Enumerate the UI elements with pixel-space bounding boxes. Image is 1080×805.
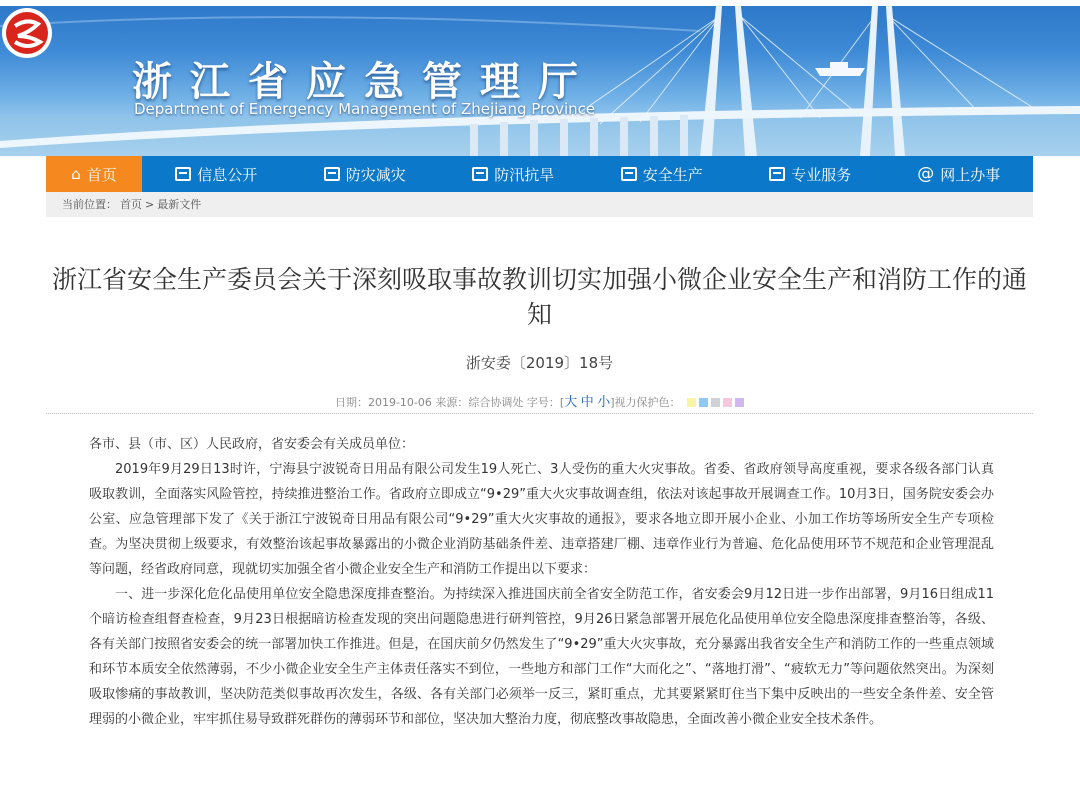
nav-label: 安全生产 [642, 165, 703, 184]
meta-source: 来源：综合协调处 [435, 396, 524, 409]
nav-item-professional-services[interactable] [736, 156, 885, 192]
list-icon [324, 167, 340, 181]
article-meta [46, 391, 1033, 410]
eye-color-blue-swatch[interactable] [699, 398, 708, 407]
nav-item-online-services[interactable] [885, 156, 1034, 192]
breadcrumb-separator: > [145, 198, 155, 211]
nav-item-disaster-prevention[interactable] [291, 156, 440, 192]
header-banner [0, 6, 1080, 156]
nav-item-home[interactable] [46, 156, 142, 192]
main-nav [46, 156, 1033, 192]
nav-label: 防汛抗旱 [494, 165, 555, 184]
home-icon: ⌂ [71, 165, 81, 183]
site-title: 浙江省应急管理厅 [132, 58, 596, 105]
font-size-small-button[interactable]: 小 [597, 395, 611, 410]
meta-divider [46, 413, 1033, 414]
article-body [89, 432, 994, 732]
meta-eye-label: 视力保护色： [614, 396, 681, 409]
nav-item-info-public[interactable] [142, 156, 291, 192]
breadcrumb-home-link[interactable]: 首页 [120, 198, 142, 211]
at-icon: @ [917, 164, 935, 184]
meta-date: 日期：2019-10-06 [334, 396, 432, 409]
meta-font-label: 字号：[ [526, 396, 565, 409]
eye-color-gray-swatch[interactable] [711, 398, 720, 407]
article-paragraph-1: 2019年9月29日13时许，宁海县宁波锐奇日用品有限公司发生19人死亡、3人受伤的重大火灾事故。省委、省政府领导高度重视，要求各级各部门认真吸取教训，全面落实风险管控，持续推进整治工作。省政府立即成立“9•29”重大火灾事故调查组，依法对该起事故开展调查工作。10月3日，国务院安委会办公室、应急管理部下发了《关于浙江宁波锐奇日用品有限公司“9•29”重大火灾事故的通报》，要求各地立即开展小企业、小加工作坊等场所安全生产专项检查。为坚决贯彻上级要求，有效整治该起事故暴露出的小微企业消防基础条件差、违章搭建厂棚、违章作业行为普遍、危化品使用环节不规范和企业管理混乱等问题，经省政府同意，现就切实加强全省小微企业安全生产和消防工作提出以下要求： [89, 462, 994, 577]
eye-color-pink-swatch[interactable] [723, 398, 732, 407]
nav-label: 防灾减灾 [345, 165, 406, 184]
breadcrumb-current[interactable]: 最新文件 [157, 198, 202, 211]
list-icon [621, 167, 637, 181]
meta-font-end: ] [610, 396, 615, 409]
emergency-logo-icon [0, 6, 54, 60]
document-number: 浙安委〔2019〕18号 [465, 354, 614, 372]
nav-item-flood-control[interactable] [439, 156, 588, 192]
article-title: 浙江省安全生产委员会关于深刻吸取事故教训切实加强小微企业安全生产和消防工作的通知 [51, 265, 1027, 329]
nav-item-work-safety[interactable] [588, 156, 737, 192]
list-icon [472, 167, 488, 181]
nav-label: 首页 [86, 165, 117, 184]
list-icon [769, 167, 785, 181]
eye-color-purple-swatch[interactable] [735, 398, 744, 407]
article-paragraph-2: 一、进一步深化危化品使用单位安全隐患深度排查整治。为持续深入推进国庆前全省安全防范工作，省安委会9月12日进一步作出部署，9月16日组成11个暗访检查组督查检查，9月23日根据暗访检查发现的突出问题隐患进行研判管控，9月26日紧急部署开展危化品使用单位安全隐患深度排查整治等，各级、各有关部门按照省安委会的统一部署加快工作推进。但是，在国庆前夕仍然发生了“9•29”重大火灾事故，充分暴露出我省安全生产和消防工作的一些重点领域和环节本质安全依然薄弱，不少小微企业安全生产主体责任落实不到位，一些地方和部门工作“大而化之”、“落地打滑”、“疲软无力”等问题依然突出。为深刻吸取惨痛的事故教训，坚决防范类似事故再次发生，各级、各有关部门必须举一反三，紧盯重点，尤其要紧紧盯住当下集中反映出的一些安全条件差、安全管理弱的小微企业，牢牢抓住易导致群死群伤的薄弱环节和部位，坚决加大整治力度，彻底整改事故隐患，全面改善小微企业安全技术条件。 [89, 587, 994, 727]
eye-color-yellow-swatch[interactable] [687, 398, 696, 407]
breadcrumb [46, 192, 1033, 217]
font-size-medium-button[interactable]: 中 [580, 395, 594, 410]
article-salutation: 各市、县（市、区）人民政府，省安委会有关成员单位： [89, 437, 415, 452]
breadcrumb-prefix: 当前位置： [62, 198, 117, 211]
nav-label: 信息公开 [197, 165, 258, 184]
nav-label: 专业服务 [791, 165, 852, 184]
site-subtitle-en: Department of Emergency Management of Zhejiang Province [134, 100, 596, 118]
nav-label: 网上办事 [940, 165, 1001, 184]
list-icon [175, 167, 191, 181]
font-size-large-button[interactable]: 大 [564, 395, 578, 410]
